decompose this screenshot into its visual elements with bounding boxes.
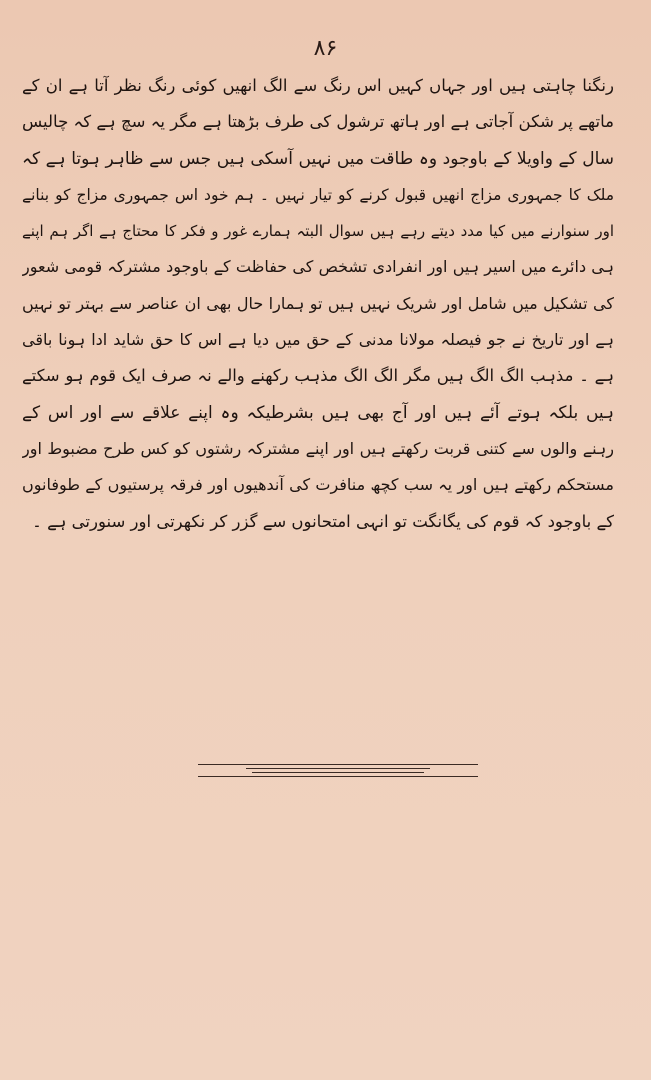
text-line-9: ہے ۔ مذہب الگ الگ ہیں مگر الگ الگ مذہب رکھنے والے نہ صرف ایک قوم ہو سکتے [22,366,614,386]
text-line-6: ہی دائرے میں اسیر ہیں اور انفرادی تشخص کی حفاظت کے باوجود مشترکہ قومی شعور [22,257,614,277]
end-ornament-divider [198,760,478,780]
text-line-1: رنگنا چاہتی ہیں اور جہاں کہیں اس رنگ سے الگ انھیں کوئی رنگ نظر آتا ہے ان کے [22,76,614,95]
text-line-3: سال کے واویلا کے باوجود وہ طاقت میں نہیں آسکی ہیں جس سے ظاہر ہوتا ہے کہ [22,148,614,169]
text-line-4: ملک کا جمہوری مزاج انھیں قبول کرنے کو تیار نہیں ۔ ہم خود اس جمہوری مزاج کو بنانے [22,185,614,204]
page-number: ۸۶ [313,36,338,61]
text-line-2: ماتھے پر شکن آجاتی ہے اور ہاتھ ترشول کی طرف بڑھتا ہے مگر یہ سچ ہے کہ چالیس [22,112,614,132]
text-line-11: رہنے والوں سے کتنی قربت رکھتے ہیں اور اپنے مشترکہ رشتوں کو کس طرح مضبوط اور [22,438,614,458]
text-line-7: کی تشکیل میں شامل اور شریک نہیں ہیں تو ہمارا حال بھی ان عناصر سے بہتر تو نہیں [22,293,614,313]
text-line-12: مستحکم رکھتے ہیں اور یہ سب کچھ منافرت کی آندھیوں اور فرقہ پرستیوں کے طوفانوں [22,475,614,495]
body-text [22,68,614,540]
text-line-13: کے باوجود کہ قوم کی یگانگت تو انہی امتحانوں سے گزر کر نکھرتی اور سنورتی ہے ۔ [32,511,614,531]
text-line-10: ہیں بلکہ ہوتے آئے ہیں اور آج بھی ہیں بشرطیکہ وہ اپنے علاقے سے اور اس کے [22,402,614,423]
text-line-5: اور سنوارنے میں کیا مدد دیتے رہے ہیں سوال البتہ ہمارے غور و فکر کا محتاج ہے اگر ہم اپنے [22,222,614,241]
text-line-8: ہے اور تاریخ نے جو فیصلہ مولانا مدنی کے حق میں دیا ہے اس کا حق شاید ادا ہونا باقی [22,330,614,350]
